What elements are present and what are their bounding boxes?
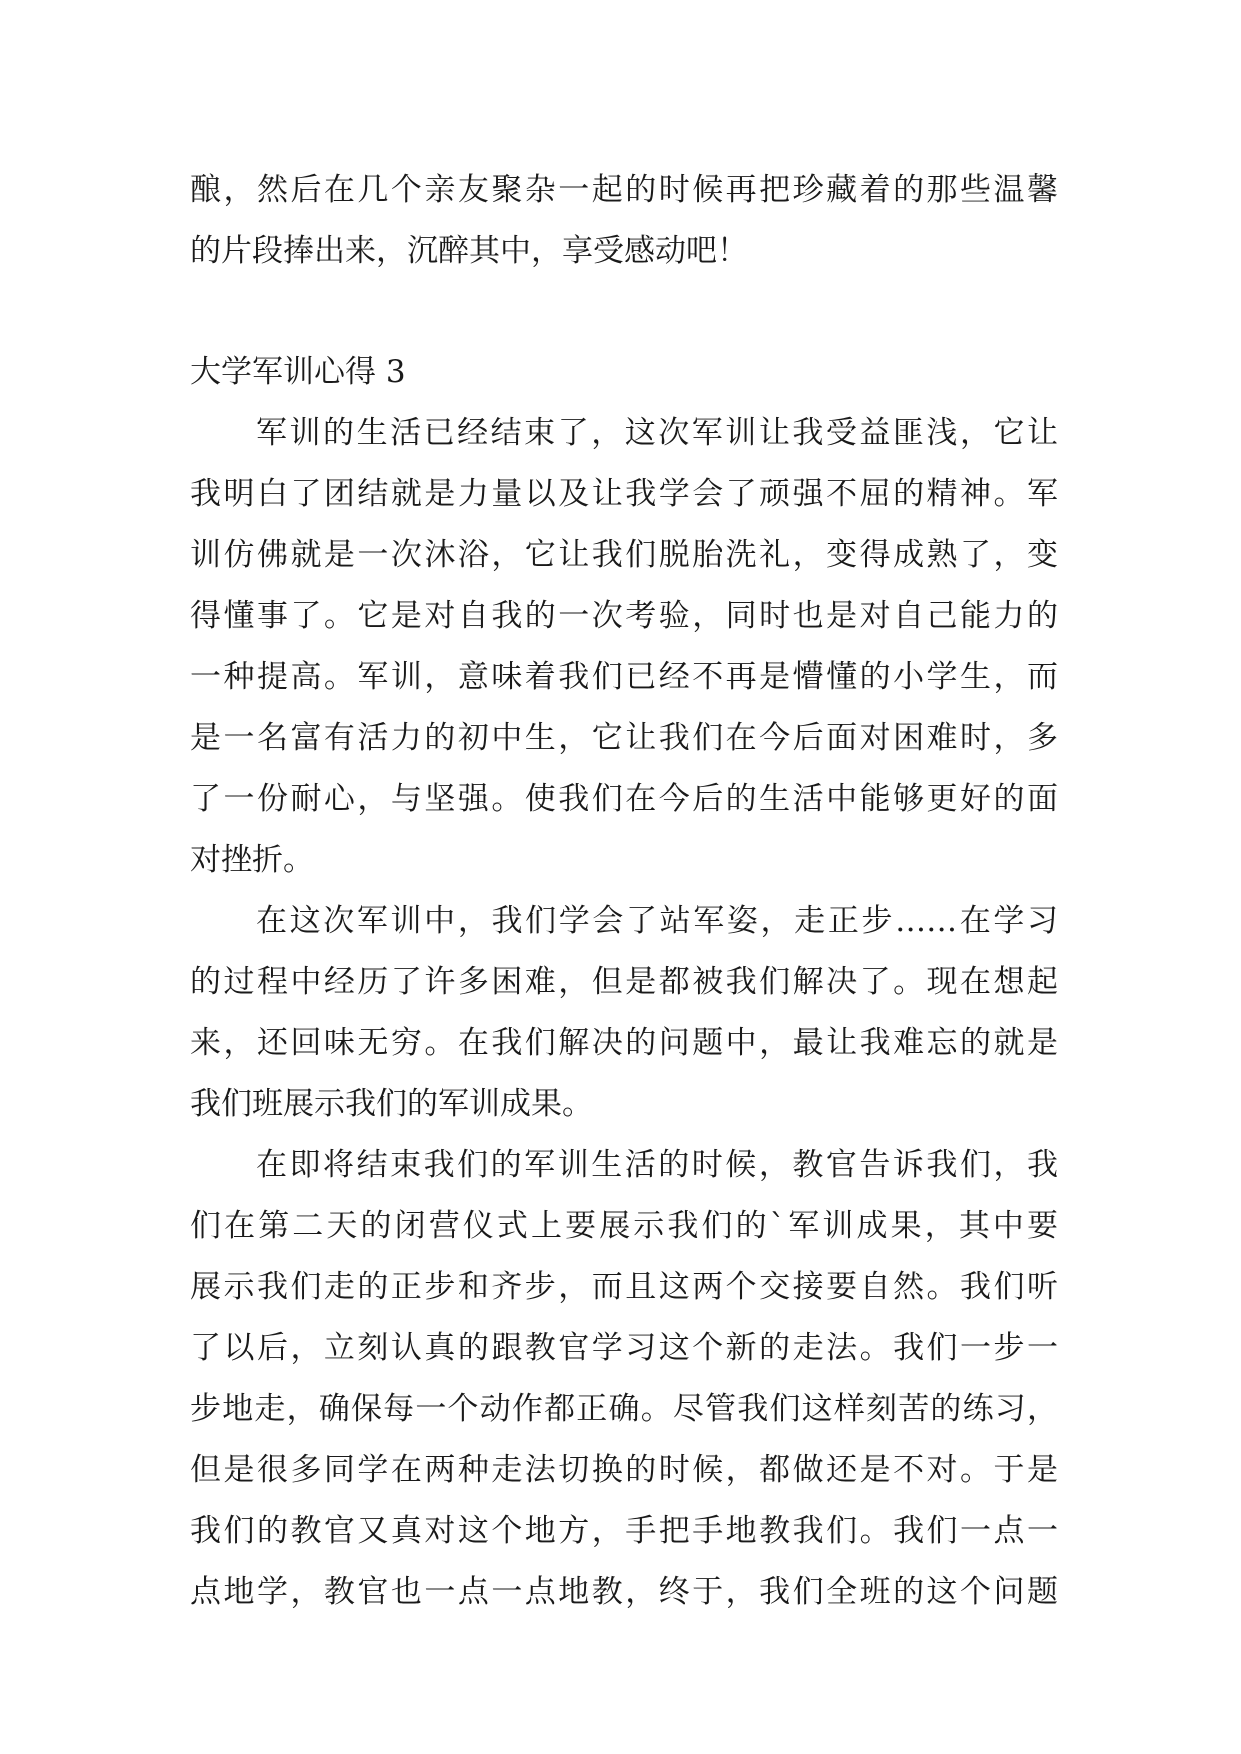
paragraph-1-line: 我明白了团结就是力量以及让我学会了顽强不屈的精神。军	[190, 476, 1058, 512]
paragraph-3-line: 展示我们走的正步和齐步，而且这两个交接要自然。我们听	[190, 1269, 1058, 1305]
paragraph-1-line: 一种提高。军训，意味着我们已经不再是懵懂的小学生，而	[190, 659, 1058, 695]
paragraph-1-line: 对挫折。	[190, 842, 314, 878]
paragraph-1-line: 军训的生活已经结束了，这次军训让我受益匪浅，它让	[256, 415, 1058, 451]
paragraph-3-line: 点地学，教官也一点一点地教，终于，我们全班的这个问题	[190, 1574, 1058, 1610]
paragraph-2-line: 在这次军训中，我们学会了站军姿，走正步……在学习	[256, 903, 1058, 939]
intro-line: 的片段捧出来，沉醉其中，享受感动吧！	[190, 233, 748, 269]
paragraph-2-line: 我们班展示我们的军训成果。	[190, 1086, 593, 1122]
paragraph-1-line: 训仿佛就是一次沐浴，它让我们脱胎洗礼，变得成熟了，变	[190, 537, 1058, 573]
paragraph-3-line: 在即将结束我们的军训生活的时候，教官告诉我们，我	[256, 1147, 1058, 1183]
intro-line: 酿，然后在几个亲友聚杂一起的时候再把珍藏着的那些温馨	[190, 172, 1058, 208]
paragraph-3-line: 们在第二天的闭营仪式上要展示我们的`军训成果，其中要	[190, 1208, 1058, 1244]
paragraph-3-line: 我们的教官又真对这个地方，手把手地教我们。我们一点一	[190, 1513, 1058, 1549]
paragraph-3-line: 但是很多同学在两种走法切换的时候，都做还是不对。于是	[190, 1452, 1058, 1488]
section-title: 大学军训心得 3	[190, 354, 406, 390]
paragraph-1-line: 了一份耐心，与坚强。使我们在今后的生活中能够更好的面	[190, 781, 1058, 817]
paragraph-2-line: 来，还回味无穷。在我们解决的问题中，最让我难忘的就是	[190, 1025, 1058, 1061]
paragraph-3-line: 了以后，立刻认真的跟教官学习这个新的走法。我们一步一	[190, 1330, 1058, 1366]
paragraph-3-line: 步地走，确保每一个动作都正确。尽管我们这样刻苦的练习，	[190, 1391, 1058, 1427]
paragraph-2-line: 的过程中经历了许多困难，但是都被我们解决了。现在想起	[190, 964, 1058, 1000]
document-body	[190, 160, 1058, 1623]
paragraph-1-line: 得懂事了。它是对自我的一次考验，同时也是对自己能力的	[190, 598, 1058, 634]
paragraph-gap	[190, 282, 1058, 342]
paragraph-1-line: 是一名富有活力的初中生，它让我们在今后面对困难时，多	[190, 720, 1058, 756]
